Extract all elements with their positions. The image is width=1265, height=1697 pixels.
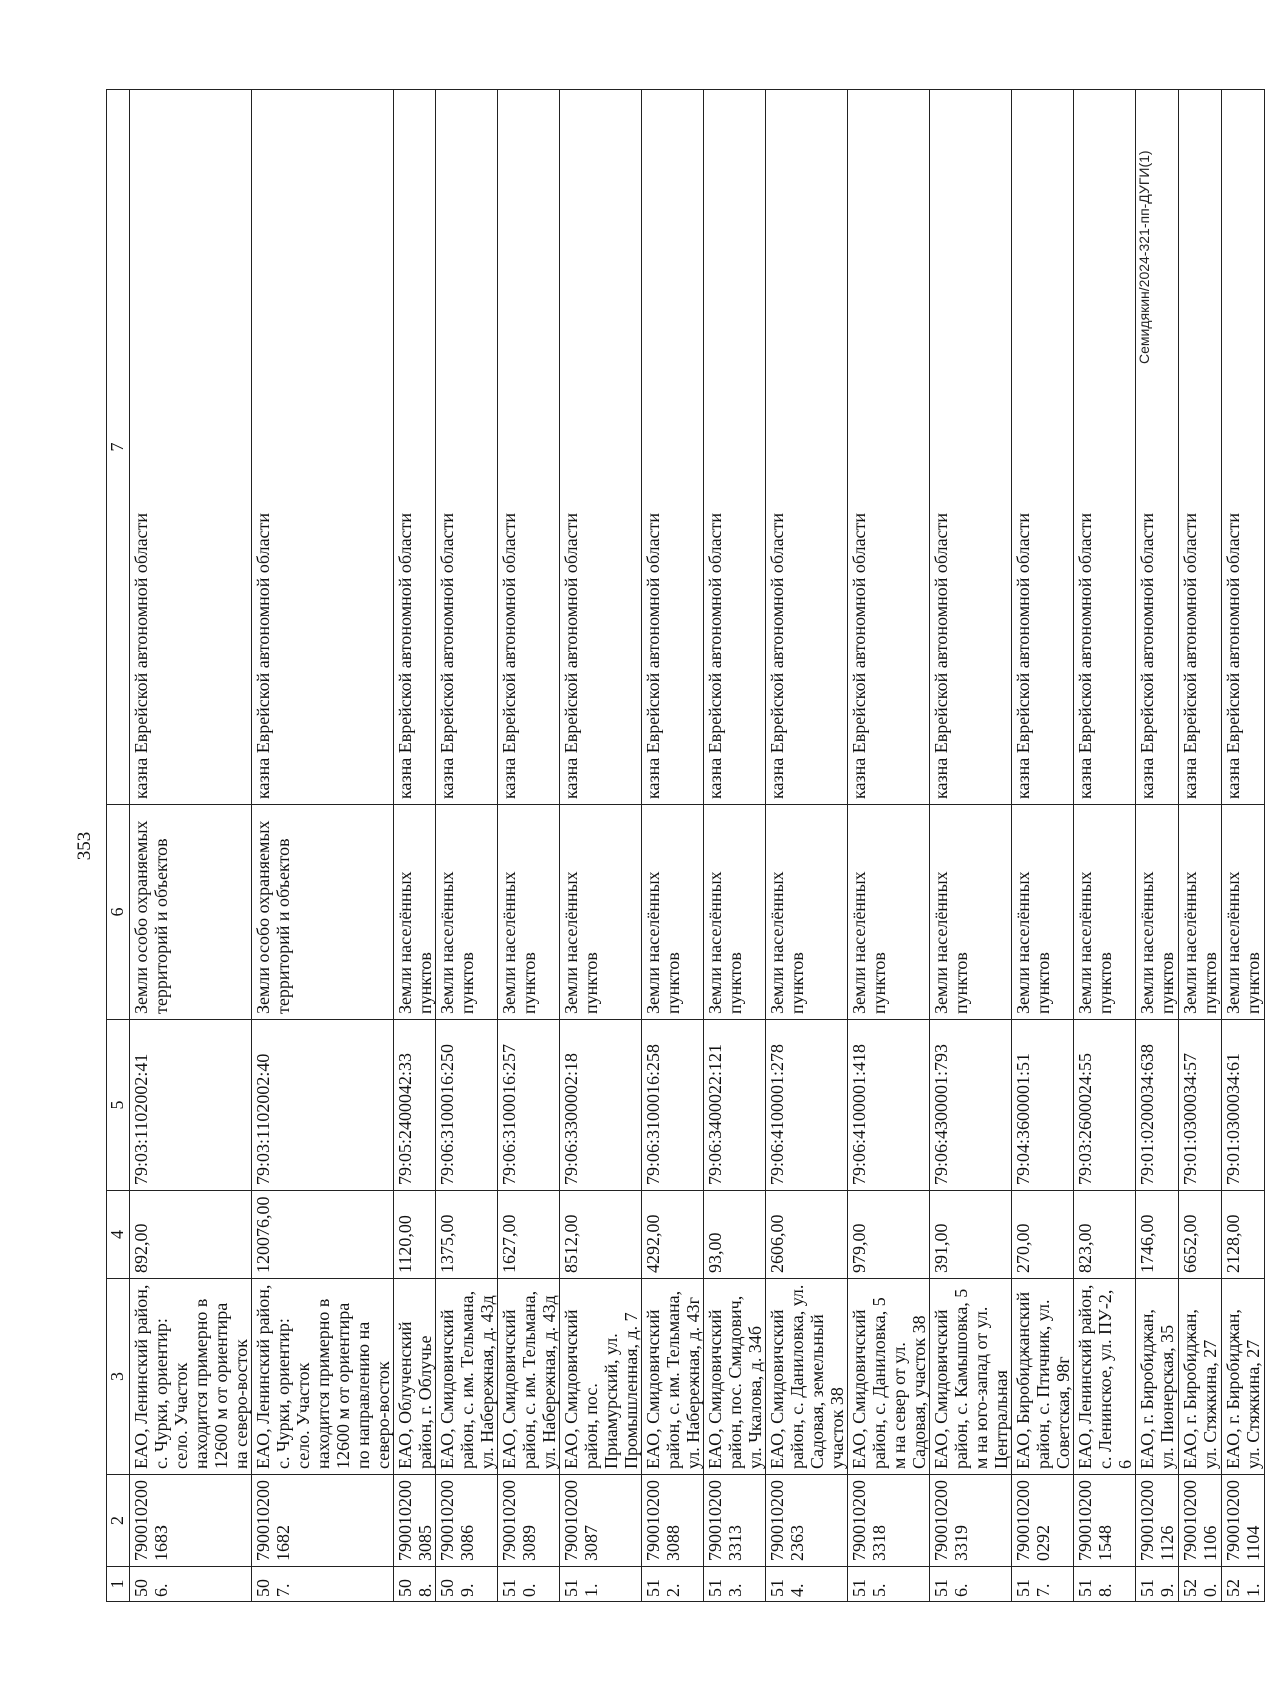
owner-cell: казна Еврейской автономной области — [1179, 90, 1222, 805]
cadastral-number: 79:01:0300034:61 — [1222, 1020, 1265, 1191]
area-cell: 120076,00 — [252, 1191, 394, 1279]
address-cell: ЕАО, Облученский район, г. Облучье — [394, 1279, 436, 1475]
cadastral-number: 79:03:1102002:40 — [252, 1020, 394, 1191]
inventory-code: 7900102001106 — [1179, 1475, 1222, 1567]
row-number: 510. — [498, 1567, 560, 1602]
header-row — [107, 90, 130, 1602]
owner-cell: казна Еврейской автономной области — [560, 90, 642, 805]
page-number: 353 — [74, 831, 95, 861]
area-cell: 8512,00 — [560, 1191, 642, 1279]
owner-cell: казна Еврейской автономной области — [394, 90, 436, 805]
owner-cell: казна Еврейской автономной области — [498, 90, 560, 805]
row-number: 507. — [252, 1567, 394, 1602]
address-cell: ЕАО, Смидовичский район, с. им. Тельмана, ул. Набережная, д. 43д — [498, 1279, 560, 1475]
land-category: Земли населённых пунктов — [394, 805, 436, 1020]
inventory-code: 7900102003085 — [394, 1475, 436, 1567]
owner-cell: казна Еврейской автономной области — [930, 90, 1012, 805]
document-id: Семидякин/2024-321-пп-ДУГИ(1) — [1136, 150, 1152, 364]
land-category: Земли населённых пунктов — [560, 805, 642, 1020]
table-body — [107, 90, 1265, 1602]
area-cell: 1375,00 — [436, 1191, 498, 1279]
cadastral-number: 79:06:3100016:257 — [498, 1020, 560, 1191]
area-cell: 823,00 — [1074, 1191, 1136, 1279]
area-cell: 391,00 — [930, 1191, 1012, 1279]
column-header: 6 — [107, 805, 130, 1020]
cadastral-number: 79:06:4100001:418 — [848, 1020, 930, 1191]
owner-cell: казна Еврейской автономной области — [642, 90, 704, 805]
address-cell: ЕАО, Смидовичский район, с. им. Тельмана, ул. Набережная, д. 43г — [642, 1279, 704, 1475]
address-cell: ЕАО, Смидовичский район, с. Даниловка, ул. Садовая, земельный участок 38 — [766, 1279, 848, 1475]
inventory-code: 7900102003313 — [704, 1475, 766, 1567]
table-row — [1222, 90, 1265, 1602]
address-cell: ЕАО, г. Биробиджан, ул. Пионерская, 35 — [1136, 1279, 1179, 1475]
row-number: 514. — [766, 1567, 848, 1602]
inventory-code: 7900102003089 — [498, 1475, 560, 1567]
cadastral-number: 79:01:0200034:638 — [1136, 1020, 1179, 1191]
area-cell: 2606,00 — [766, 1191, 848, 1279]
cadastral-number: 79:06:4300001:793 — [930, 1020, 1012, 1191]
table-row — [560, 90, 642, 1602]
cadastral-number: 79:06:3100016:258 — [642, 1020, 704, 1191]
table-row — [1012, 90, 1074, 1602]
area-cell: 2128,00 — [1222, 1191, 1265, 1279]
table-row — [642, 90, 704, 1602]
column-header: 3 — [107, 1279, 130, 1475]
area-cell: 979,00 — [848, 1191, 930, 1279]
address-cell: ЕАО, Ленинский район, с. Ленинское, ул. ПУ-2, 6 — [1074, 1279, 1136, 1475]
table-row — [1074, 90, 1136, 1602]
cadastral-number: 79:06:3300002:18 — [560, 1020, 642, 1191]
row-number: 512. — [642, 1567, 704, 1602]
table-row — [394, 90, 436, 1602]
address-cell: ЕАО, г. Биробиджан, ул. Стяжкина, 27 — [1179, 1279, 1222, 1475]
cadastral-number: 79:03:2600024:55 — [1074, 1020, 1136, 1191]
inventory-code: 7900102003088 — [642, 1475, 704, 1567]
inventory-code: 7900102003087 — [560, 1475, 642, 1567]
row-number: 515. — [848, 1567, 930, 1602]
land-category: Земли населённых пунктов — [498, 805, 560, 1020]
table-row — [1179, 90, 1222, 1602]
owner-cell: казна Еврейской автономной области — [704, 90, 766, 805]
owner-cell: казна Еврейской автономной области — [848, 90, 930, 805]
inventory-code: 7900102001548 — [1074, 1475, 1136, 1567]
area-cell: 4292,00 — [642, 1191, 704, 1279]
inventory-code: 790010200168З — [130, 1475, 252, 1567]
row-number: 513. — [704, 1567, 766, 1602]
table-row — [704, 90, 766, 1602]
table-row — [766, 90, 848, 1602]
row-number: 516. — [930, 1567, 1012, 1602]
address-cell: ЕАО, Смидовичский район, пос. Смидович, ул. Чкалова, д. 34б — [704, 1279, 766, 1475]
owner-cell: казна Еврейской автономной области — [1222, 90, 1265, 805]
land-category: Земли населённых пунктов — [766, 805, 848, 1020]
address-cell: ЕАО, Смидовичский район, с. Камышовка, 5 м на юго-запад от ул. Центральная — [930, 1279, 1012, 1475]
owner-cell: казна Еврейской автономной области — [766, 90, 848, 805]
cadastral-number: 79:05:2400042:33 — [394, 1020, 436, 1191]
owner-cell: казна Еврейской автономной области — [1074, 90, 1136, 805]
area-cell: 270,00 — [1012, 1191, 1074, 1279]
row-number: 520. — [1179, 1567, 1222, 1602]
table-row — [930, 90, 1012, 1602]
land-category: Земли особо охраняемых территорий и объектов — [252, 805, 394, 1020]
row-number: 521. — [1222, 1567, 1265, 1602]
cadastral-number: 79:06:3100016:250 — [436, 1020, 498, 1191]
address-cell: ЕАО, Ленинский район, с. Чурки, ориентир: село. Участок находится примерно в 12600 м от ориентира на северо-восток — [130, 1279, 252, 1475]
row-number: 506. — [130, 1567, 252, 1602]
inventory-code: 7900102001682 — [252, 1475, 394, 1567]
inventory-code: 7900102001126 — [1136, 1475, 1179, 1567]
cadastral-number: 79:06:3400022:121 — [704, 1020, 766, 1191]
cadastral-number: 79:01:0300034:57 — [1179, 1020, 1222, 1191]
address-cell: ЕАО, г. Биробиджан, ул. Стяжкина, 27 — [1222, 1279, 1265, 1475]
address-cell: ЕАО, Смидовичский район, пос. Приамурский, ул. Промышленная, д. 7 — [560, 1279, 642, 1475]
table-row — [848, 90, 930, 1602]
land-category: Земли населённых пунктов — [1179, 805, 1222, 1020]
cadastral-number: 79:03:1102002:41 — [130, 1020, 252, 1191]
inventory-code: 7900102001104 — [1222, 1475, 1265, 1567]
land-category: Земли населённых пунктов — [1136, 805, 1179, 1020]
inventory-code: 7900102002363 — [766, 1475, 848, 1567]
owner-cell: казна Еврейской автономной области — [436, 90, 498, 805]
row-number: 511. — [560, 1567, 642, 1602]
inventory-code: 7900102003318 — [848, 1475, 930, 1567]
area-cell: 1627,00 — [498, 1191, 560, 1279]
land-category: Земли населённых пунктов — [1222, 805, 1265, 1020]
land-category: Земли населённых пунктов — [930, 805, 1012, 1020]
address-cell: ЕАО, Смидовичский район, с. им. Тельмана, ул. Набережная, д. 43д — [436, 1279, 498, 1475]
row-number: 518. — [1074, 1567, 1136, 1602]
land-category: Земли населённых пунктов — [642, 805, 704, 1020]
column-header: 2 — [107, 1475, 130, 1567]
rotated-page — [74, 90, 1263, 1602]
land-category: Земли населённых пунктов — [1074, 805, 1136, 1020]
owner-cell: казна Еврейской автономной области — [130, 90, 252, 805]
table-row — [130, 90, 252, 1602]
area-cell: 1746,00 — [1136, 1191, 1179, 1279]
owner-cell: казна Еврейской автономной области — [1012, 90, 1074, 805]
column-header: 4 — [107, 1191, 130, 1279]
column-header: 1 — [107, 1567, 130, 1602]
table-row — [436, 90, 498, 1602]
area-cell: 6652,00 — [1179, 1191, 1222, 1279]
land-plots-table — [106, 89, 1265, 1602]
inventory-code: 7900102003086 — [436, 1475, 498, 1567]
area-cell: 892,00 — [130, 1191, 252, 1279]
row-number: 517. — [1012, 1567, 1074, 1602]
area-cell: 93,00 — [704, 1191, 766, 1279]
inventory-code: 7900102000292 — [1012, 1475, 1074, 1567]
land-category: Земли населённых пунктов — [436, 805, 498, 1020]
land-category: Земли особо охраняемых территорий и объектов — [130, 805, 252, 1020]
address-cell: ЕАО, Ленинский район, с. Чурки, ориентир: село. Участок находится примерно в 12600 м от ориентира по направлению на северо-восток — [252, 1279, 394, 1475]
address-cell: ЕАО, Смидовичский район, с. Даниловка, 5 м на север от ул. Садовая, участок 38 — [848, 1279, 930, 1475]
inventory-code: 7900102003319 — [930, 1475, 1012, 1567]
area-cell: 1120,00 — [394, 1191, 436, 1279]
table-row — [498, 90, 560, 1602]
cadastral-number: 79:06:4100001:278 — [766, 1020, 848, 1191]
cadastral-number: 79:04:3600001:51 — [1012, 1020, 1074, 1191]
land-category: Земли населённых пунктов — [848, 805, 930, 1020]
land-category: Земли населённых пунктов — [1012, 805, 1074, 1020]
row-number: 508. — [394, 1567, 436, 1602]
column-header: 5 — [107, 1020, 130, 1191]
table-row — [252, 90, 394, 1602]
land-category: Земли населённых пунктов — [704, 805, 766, 1020]
owner-cell: казна Еврейской автономной области — [252, 90, 394, 805]
row-number: 509. — [436, 1567, 498, 1602]
address-cell: ЕАО, Биробиджанский район, с. Птичник, ул. Советская, 98г — [1012, 1279, 1074, 1475]
row-number: 519. — [1136, 1567, 1179, 1602]
owner-cell: казна Еврейской автономной области — [1136, 90, 1179, 805]
column-header: 7 — [107, 90, 130, 805]
